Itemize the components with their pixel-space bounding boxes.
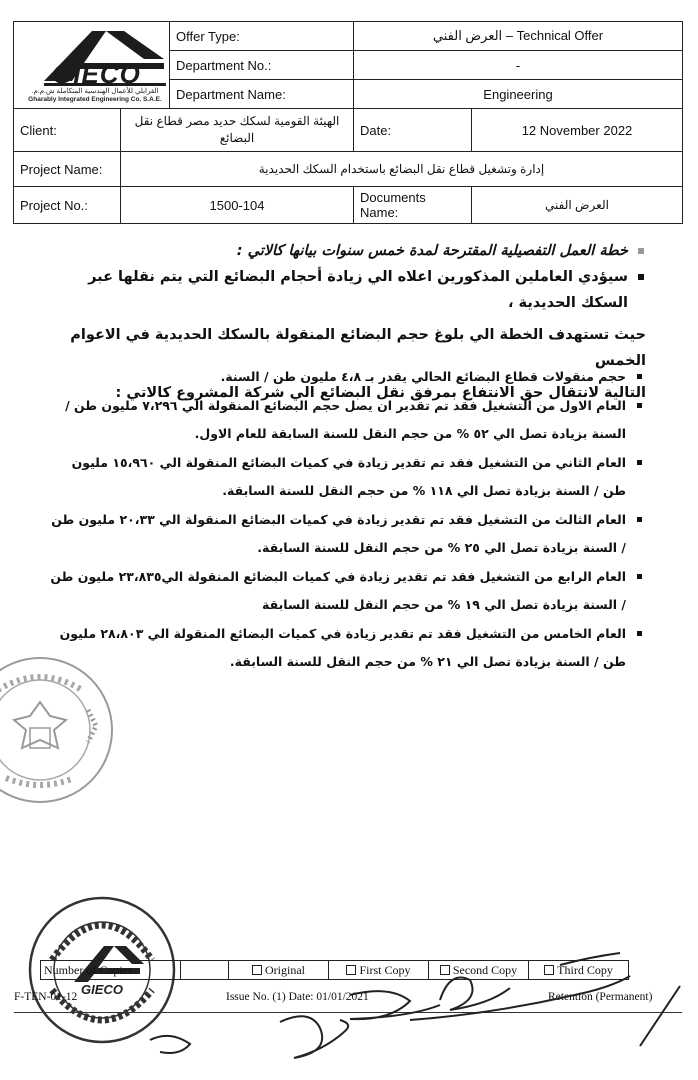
project-no-label: Project No.:: [14, 187, 121, 224]
svg-text:GIECO: GIECO: [81, 982, 123, 997]
company-logo: [14, 23, 170, 107]
date-label: Date:: [354, 109, 472, 152]
list-item: العام الاول من التشغيل فقد تم تقدير ان يصل حجم البضائع المنقولة الي ٧،٢٩٦ مليون طن / السنة بزيادة تصل الي ٥٢ % من حجم النقل للسنة السابقة للعام الاول.: [46, 392, 646, 448]
department-name-value: Engineering: [354, 80, 683, 109]
intro-line-2: حيث تستهدف الخطة الي بلوغ حجم البضائع المنقولة بالسكك الحديدية في الاعوام الخمس: [70, 327, 646, 369]
copies-table: [40, 960, 629, 980]
checkbox-icon: [252, 965, 262, 975]
issue-info: Issue No. (1) Date: 01/01/2021: [226, 991, 369, 1003]
checkbox-icon: [544, 965, 554, 975]
project-name-label: Project Name:: [14, 152, 121, 187]
copy-option-first[interactable]: First Copy: [329, 961, 429, 980]
copy-option-second[interactable]: Second Copy: [429, 961, 529, 980]
list-item: العام الثاني من التشغيل فقد تم تقدير زيادة في كميات البضائع المنقولة الي ١٥،٩٦٠ مليون طن / السنة بزيادة تصل الي ١١٨ % من حجم النقل للسنة السابقة.: [46, 449, 646, 505]
date-value: 12 November 2022: [472, 109, 683, 152]
government-seal-stamp: [0, 650, 120, 810]
logo-english-name: Gharably Integrated Engineering Co. S.A.E.: [28, 96, 162, 103]
department-no-label: Department No.:: [170, 51, 354, 80]
list-item: حجم منقولات قطاع البضائع الحالي يقدر بـ ٤،٨ مليون طن / السنة.: [46, 363, 646, 391]
list-item: العام الثالث من التشغيل فقد تم تقدير زيادة في كميات البضائع المنقولة الي ٢٠،٣٣ مليون طن / السنة بزيادة تصل الي ٢٥ % من حجم النقل للسنة السابقة.: [46, 506, 646, 562]
intro-line-1: سيؤدي العاملين المذكورين اعلاه الي زيادة أحجام البضائع التي يتم نقلها عبر السكك الحديدية ،: [88, 269, 628, 311]
form-code: F-TEN-01-12: [14, 991, 78, 1003]
logo-brand-text: GIECO: [52, 59, 141, 89]
copy-option-original[interactable]: Original: [229, 961, 329, 980]
list-item: العام الرابع من التشغيل فقد تم تقدير زيادة في كميات البضائع المنقولة الي٢٣،٨٣٥ مليون طن / السنة بزيادة تصل الي ١٩ % من حجم النقل للسنة السابقة: [46, 563, 646, 619]
department-name-label: Department Name:: [170, 80, 354, 109]
project-name-value: إدارة وتشغيل قطاع نقل البضائع باستخدام السكك الحديدية: [121, 152, 683, 187]
client-label: Client:: [14, 109, 121, 152]
client-value: الهيئة القومية لسكك حديد مصر قطاع نقل البضائع: [121, 109, 354, 152]
footer-divider: [14, 1012, 682, 1013]
checkbox-icon: [346, 965, 356, 975]
plan-heading: خطة العمل التفصيلية المقترحة لمدة خمس سنوات بيانها كالاتي :: [46, 238, 646, 264]
offer-type-label: Offer Type:: [170, 22, 354, 51]
copies-spacer: [181, 961, 229, 980]
yearly-plan-list: [46, 363, 646, 677]
department-no-value: -: [354, 51, 683, 80]
documents-name-label: Documents Name:: [354, 187, 472, 224]
retention-info: Retention (Permanent): [548, 991, 653, 1003]
copy-option-third[interactable]: Third Copy: [529, 961, 629, 980]
checkbox-icon: [440, 965, 450, 975]
copies-label: Number of Copies: [41, 961, 181, 980]
logo-cell: [14, 22, 170, 109]
documents-name-value: العرض الفني: [472, 187, 683, 224]
logo-arabic-name: القرابلي للأعمال الهندسية المتكاملة ش.م.م.: [31, 88, 159, 95]
intro-paragraph: [46, 264, 646, 316]
project-no-value: 1500-104: [121, 187, 354, 224]
list-item: العام الخامس من التشغيل فقد تم تقدير زيادة في كميات البضائع المنقولة الي ٢٨،٨٠٣ مليون طن / السنة بزيادة تصل الي ٢١ % من حجم النقل للسنة السابقة.: [46, 620, 646, 676]
intro-line-3: التالية لانتقال حق الانتفاع بمرفق نقل البضائع الي شركة المشروع كالاتي :: [115, 385, 646, 401]
offer-type-value: Technical Offer – العرض الفني: [354, 22, 683, 51]
document-header-table: [13, 21, 683, 224]
